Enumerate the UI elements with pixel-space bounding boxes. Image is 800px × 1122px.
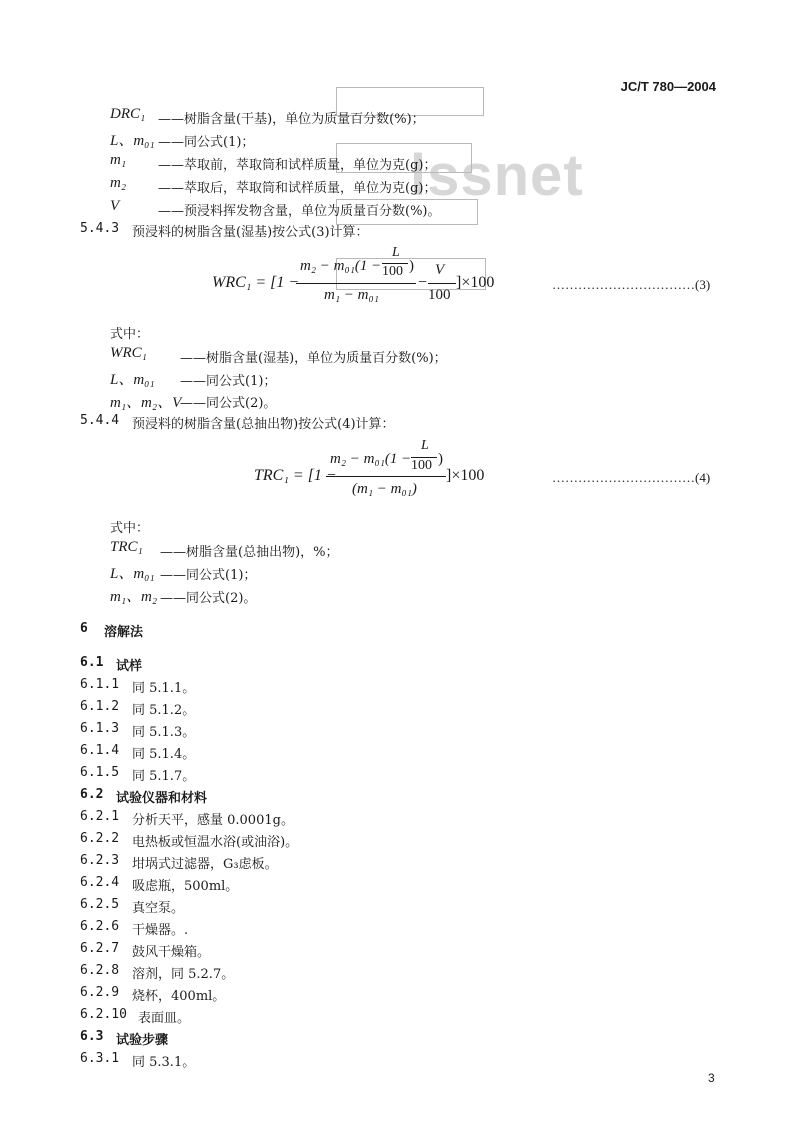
item-text: 同 5.3.1。 bbox=[132, 1055, 196, 1070]
item-number: 6.2.8 bbox=[80, 963, 120, 978]
equation-number: ……………………………(3) bbox=[552, 277, 711, 292]
item-text: 干燥器。. bbox=[132, 923, 189, 938]
def-symbol: TRC₁ bbox=[110, 539, 143, 555]
item-number: 6.2.5 bbox=[80, 897, 120, 912]
item-text: 试样 bbox=[116, 659, 143, 674]
item-text: 溶剂，同 5.2.7。 bbox=[132, 967, 235, 982]
section-text: 预浸料的树脂含量(湿基)按公式(3)计算： bbox=[132, 225, 369, 240]
numerator-close: ) bbox=[409, 258, 414, 274]
def-desc: ——同公式(2)。 bbox=[160, 591, 257, 606]
item-text: 同 5.1.2。 bbox=[132, 703, 196, 718]
item-number: 6.2.6 bbox=[80, 919, 120, 934]
denominator: m₁ − m₀₁ bbox=[324, 287, 379, 303]
minus-sign: − bbox=[418, 274, 428, 291]
def-symbol: m₁ bbox=[110, 152, 127, 168]
item-text: 试验仪器和材料 bbox=[116, 791, 208, 806]
def-desc: ——树脂含量(干基)，单位为质量百分数(%)； bbox=[158, 112, 425, 127]
inner-denominator: 100 bbox=[411, 458, 432, 473]
def-desc: ——同公式(2)。 bbox=[180, 396, 277, 411]
numerator-close: ) bbox=[438, 451, 443, 467]
watermark-text: lssnet bbox=[410, 143, 584, 208]
equation-number: ……………………………(4) bbox=[552, 470, 711, 485]
item-number: 6.1.3 bbox=[80, 721, 120, 736]
inner-numerator: L bbox=[392, 245, 400, 260]
inner-numerator: L bbox=[421, 438, 429, 453]
def-desc: ——同公式(1)； bbox=[180, 374, 277, 389]
formula-tail: ]×100 bbox=[446, 467, 485, 484]
item-text: 同 5.1.7。 bbox=[132, 769, 196, 784]
def-symbol: m₂ bbox=[110, 175, 127, 191]
def-desc: ——同公式(1)； bbox=[160, 568, 257, 583]
item-number: 6.2.2 bbox=[80, 831, 120, 846]
item-number: 6.2.9 bbox=[80, 985, 120, 1000]
item-number: 6.1.1 bbox=[80, 677, 120, 692]
item-number: 6.2.1 bbox=[80, 809, 120, 824]
def-symbol: WRC₁ bbox=[110, 345, 147, 361]
where-label: 式中： bbox=[110, 327, 150, 342]
where-label: 式中： bbox=[110, 521, 150, 536]
formula-lhs: TRC₁ = [1 − bbox=[254, 467, 337, 484]
section-number: 5.4.4 bbox=[80, 413, 120, 428]
v-numerator: V bbox=[435, 262, 445, 278]
item-text: 分析天平，感量 0.0001g。 bbox=[132, 813, 294, 828]
item-number: 6.2.10 bbox=[80, 1007, 127, 1022]
page-number: 3 bbox=[708, 1071, 715, 1085]
formula-lhs: WRC₁ = [1 − bbox=[212, 274, 300, 291]
v-denominator: 100 bbox=[428, 287, 451, 303]
item-text: 表面皿。 bbox=[138, 1011, 191, 1026]
item-number: 6.1.2 bbox=[80, 699, 120, 714]
item-text: 同 5.1.1。 bbox=[132, 681, 196, 696]
standard-code: JC/T 780—2004 bbox=[620, 79, 716, 94]
item-text: 坩埚式过滤器，G₃虑板。 bbox=[132, 857, 278, 872]
item-number: 6.3.1 bbox=[80, 1051, 120, 1066]
numerator-part: m₂ − m₀₁(1 − bbox=[330, 451, 412, 467]
main-fraction-bar bbox=[326, 476, 446, 477]
def-desc: ——同公式(1)； bbox=[158, 135, 255, 150]
def-symbol: V bbox=[110, 198, 120, 214]
item-text: 鼓风干燥箱。 bbox=[132, 945, 211, 960]
def-symbol: L、m₀₁ bbox=[110, 133, 155, 149]
item-number: 6.1.5 bbox=[80, 765, 120, 780]
item-number: 6.1 bbox=[80, 655, 104, 670]
item-text: 试验步骤 bbox=[116, 1033, 169, 1048]
def-symbol: DRC₁ bbox=[110, 106, 146, 122]
section-text: 预浸料的树脂含量(总抽出物)按公式(4)计算： bbox=[132, 417, 395, 432]
item-text: 真空泵。 bbox=[132, 901, 185, 916]
def-symbol: L、m₀₁ bbox=[110, 372, 155, 388]
def-desc: ——树脂含量(湿基)，单位为质量百分数(%)； bbox=[180, 351, 447, 366]
def-symbol: m₁、m₂、V bbox=[110, 395, 182, 411]
item-text: 同 5.1.4。 bbox=[132, 747, 196, 762]
def-desc: ——预浸料挥发物含量，单位为质量百分数(%)。 bbox=[158, 204, 441, 219]
item-text: 电热板或恒温水浴(或油浴)。 bbox=[132, 835, 299, 850]
item-text: 吸虑瓶，500ml。 bbox=[132, 879, 239, 894]
def-desc: ——树脂含量(总抽出物)，%； bbox=[160, 545, 339, 560]
def-symbol: m₁、m₂ bbox=[110, 589, 158, 605]
chapter-number: 6 bbox=[80, 621, 88, 636]
def-desc: ——萃取前，萃取筒和试样质量，单位为克(g)； bbox=[158, 158, 437, 173]
inner-denominator: 100 bbox=[382, 264, 403, 279]
def-symbol: L、m₀₁ bbox=[110, 566, 155, 582]
chapter-title: 溶解法 bbox=[104, 625, 144, 640]
section-number: 5.4.3 bbox=[80, 221, 120, 236]
item-text: 烧杯，400ml。 bbox=[132, 989, 226, 1004]
item-number: 6.3 bbox=[80, 1029, 104, 1044]
numerator-part: m₂ − m₀₁(1 − bbox=[300, 258, 382, 274]
main-fraction-bar bbox=[296, 283, 416, 284]
denominator: (m₁ − m₀₁) bbox=[352, 481, 417, 497]
item-text: 同 5.1.3。 bbox=[132, 725, 196, 740]
item-number: 6.1.4 bbox=[80, 743, 120, 758]
item-number: 6.2.3 bbox=[80, 853, 120, 868]
formula-tail: ]×100 bbox=[456, 274, 495, 291]
item-number: 6.2 bbox=[80, 787, 104, 802]
v-fraction-bar bbox=[428, 283, 456, 284]
def-desc: ——萃取后，萃取筒和试样质量，单位为克(g)； bbox=[158, 181, 437, 196]
item-number: 6.2.7 bbox=[80, 941, 120, 956]
item-number: 6.2.4 bbox=[80, 875, 120, 890]
